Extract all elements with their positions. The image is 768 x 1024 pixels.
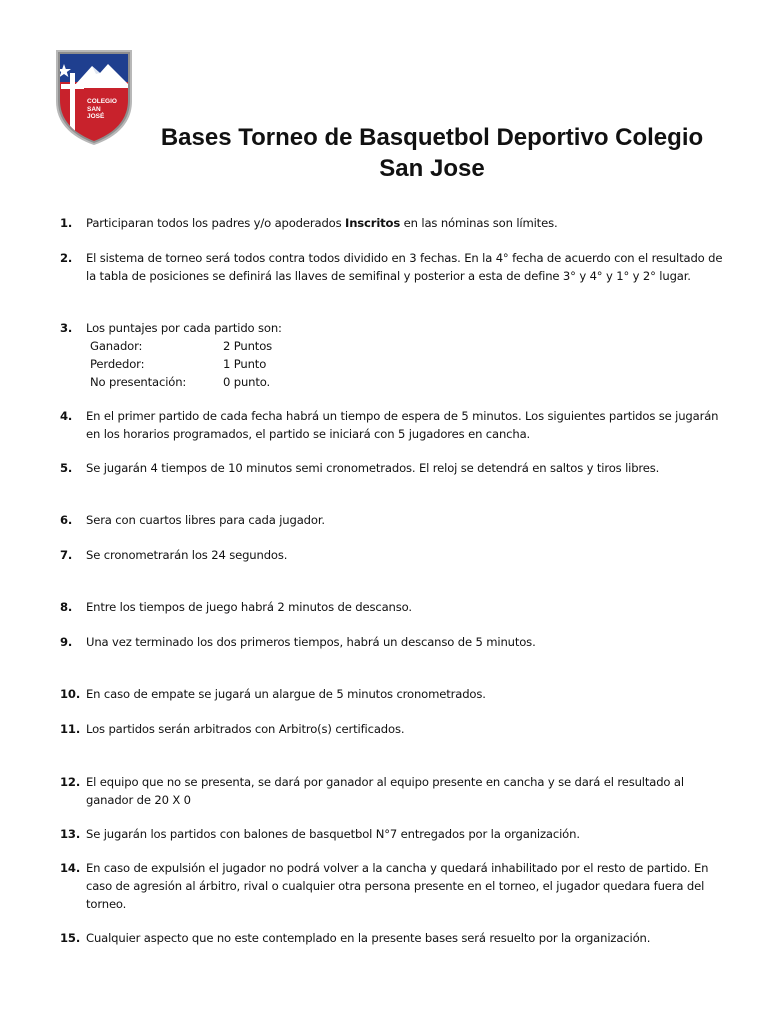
rule-text: Participaran todos los padres y/o apoderados Inscritos en las nóminas son límites.: [86, 216, 558, 230]
logo-text-jose: JOSÉ: [87, 113, 105, 120]
points-label: No presentación:: [90, 375, 187, 389]
points-row: [90, 337, 350, 355]
points-label: Ganador:: [90, 339, 143, 353]
rule-text: Los puntajes por cada partido son:: [86, 321, 282, 335]
rule-number: 14.: [60, 861, 81, 875]
rule-text-bold: Inscritos: [345, 216, 401, 230]
rule-number: 12.: [60, 775, 81, 789]
logo-text-colegio: COLEGIO: [87, 98, 117, 105]
rule-number: 10.: [60, 687, 81, 701]
points-row: [90, 355, 350, 373]
rule-number: 9.: [60, 635, 73, 649]
rule-text: En el primer partido de cada fecha habrá un tiempo de espera de 5 minutos. Los siguientes partidos se jugarán en los horarios programados, el partido se iniciará con 5 jugadores en cancha.: [86, 409, 719, 441]
rule-text: En caso de expulsión el jugador no podrá volver a la cancha y quedará inhabilitado por el resto de partido. En caso de agresión al árbitro, rival o cualquier otra persona presente en el torneo, el jugador quedara fuera del torneo.: [86, 861, 709, 911]
rule-number: 11.: [60, 722, 81, 736]
school-crest-logo: [52, 46, 136, 146]
rule-text: Una vez terminado los dos primeros tiempos, habrá un descanso de 5 minutos.: [86, 635, 536, 649]
points-value: 0 punto.: [223, 375, 271, 389]
rule-number: 13.: [60, 827, 81, 841]
rule-text: Sera con cuartos libres para cada jugador.: [86, 513, 325, 527]
points-row: [90, 373, 350, 391]
rule-number: 8.: [60, 600, 73, 614]
rule-number: 15.: [60, 931, 81, 945]
rule-number: 7.: [60, 548, 73, 562]
rule-text: El equipo que no se presenta, se dará por ganador al equipo presente en cancha y se dará el resultado al ganador de 20 X 0: [86, 775, 684, 807]
rule-number: 6.: [60, 513, 73, 527]
rule-text: Entre los tiempos de juego habrá 2 minutos de descanso.: [86, 600, 412, 614]
rule-number: 4.: [60, 409, 73, 423]
points-table: [90, 337, 350, 391]
rule-text: Se cronometrarán los 24 segundos.: [86, 548, 288, 562]
logo-text-san: SAN: [87, 105, 101, 113]
points-value: 1 Punto: [223, 357, 267, 371]
rule-text: Cualquier aspecto que no este contemplado en la presente bases será resuelto por la organización.: [86, 931, 651, 945]
rule-text: Los partidos serán arbitrados con Arbitro(s) certificados.: [86, 722, 405, 736]
document-title: Bases Torneo de Basquetbol Deportivo Colegio San Jose: [160, 124, 704, 182]
rule-number: 2.: [60, 251, 73, 265]
points-value: 2 Puntos: [223, 339, 273, 353]
rule-text: En caso de empate se jugará un alargue de 5 minutos cronometrados.: [86, 687, 486, 701]
rule-number: 1.: [60, 216, 73, 230]
rule-text: Se jugarán los partidos con balones de basquetbol N°7 entregados por la organización.: [86, 827, 580, 841]
rule-text: El sistema de torneo será todos contra todos dividido en 3 fechas. En la 4° fecha de acuerdo con el resultado de la tabla de posiciones se definirá las llaves de semifinal y posterior a esta de define 3° y 4° y 1° y 2° lugar.: [86, 251, 723, 283]
rule-number: 3.: [60, 321, 73, 335]
rule-number: 5.: [60, 461, 73, 475]
points-label: Perdedor:: [90, 357, 145, 371]
rule-text: Se jugarán 4 tiempos de 10 minutos semi cronometrados. El reloj se detendrá en saltos y tiros libres.: [86, 461, 660, 475]
